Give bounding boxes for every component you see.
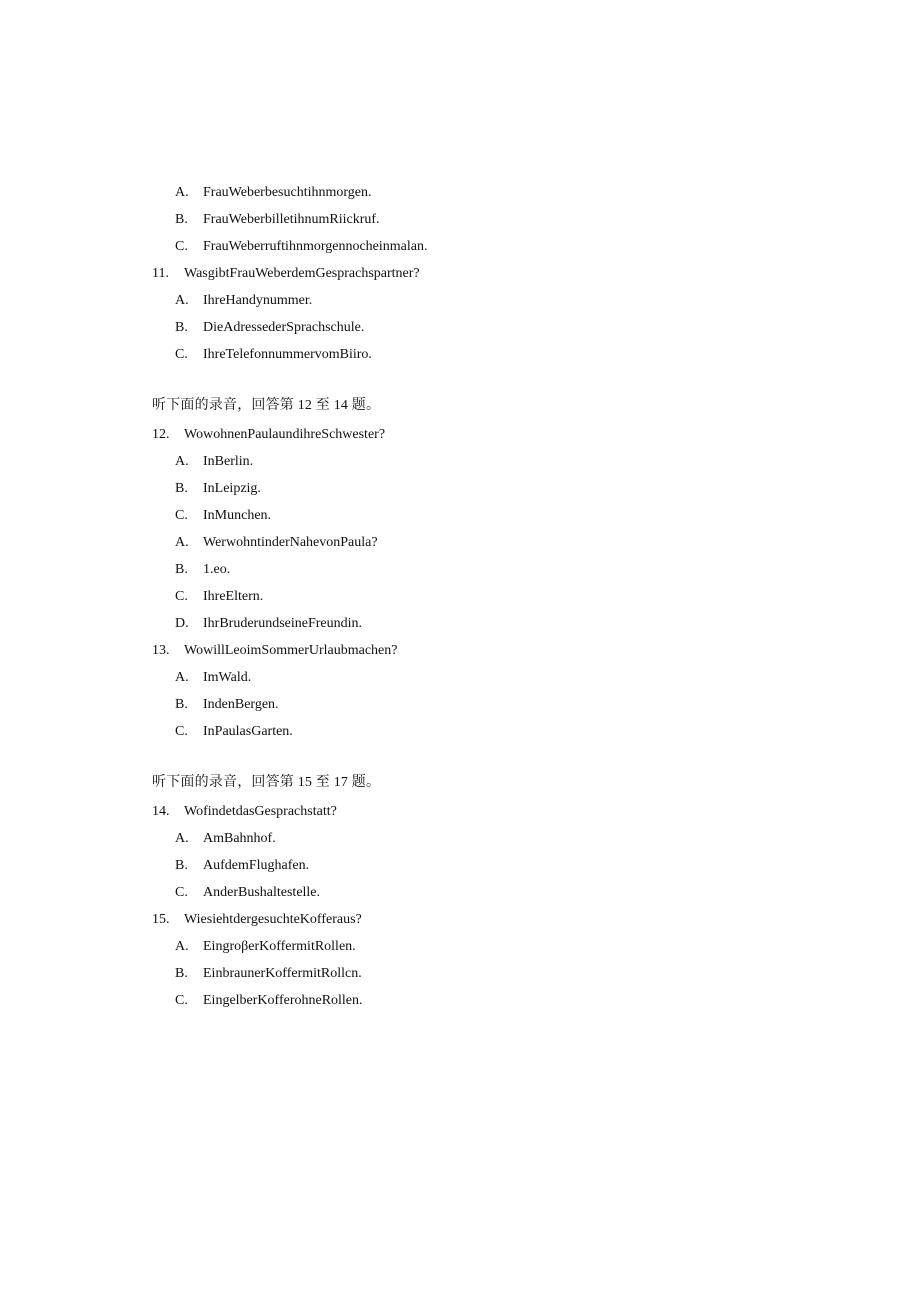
answer-option (175, 723, 293, 741)
answer-option (175, 346, 372, 364)
section-instruction: 听下面的录音，回答第 12 至 14 题。 (152, 398, 381, 413)
answer-option (175, 965, 362, 983)
answer-option (175, 857, 309, 875)
option-text: FrauWeberruftihnmorgennocheinmalan. (203, 239, 428, 254)
option-letter: A. (175, 670, 189, 685)
option-text: IhrBruderundseineFreundin. (203, 616, 363, 631)
option-letter: B. (175, 481, 188, 496)
answer-option (175, 238, 428, 256)
option-letter: B. (175, 212, 188, 227)
answer-option (175, 884, 320, 902)
answer-option (175, 319, 364, 337)
option-text: FrauWeberbesuchtihnmorgen. (203, 185, 372, 200)
option-text: IndenBergen. (203, 697, 279, 712)
option-text: WerwohntinderNahevonPaula? (203, 535, 378, 550)
question (152, 911, 362, 929)
answer-option (175, 830, 276, 848)
question-text: WofindetdasGesprachstatt? (184, 804, 337, 819)
answer-option (175, 480, 261, 498)
option-letter: A. (175, 535, 189, 550)
option-text: InBerlin. (203, 454, 254, 469)
option-text: IhreTelefonnummervomBiiro. (203, 347, 372, 362)
option-text: 1.eo. (203, 562, 231, 577)
option-letter: C. (175, 508, 188, 523)
option-letter: B. (175, 858, 188, 873)
option-text: AmBahnhof. (203, 831, 276, 846)
question (152, 803, 337, 821)
option-letter: C. (175, 724, 188, 739)
option-text: EingelberKofferohneRollen. (203, 993, 363, 1008)
option-letter: C. (175, 347, 188, 362)
option-text: DieAdressederSprachschule. (203, 320, 365, 335)
answer-option (175, 453, 253, 471)
option-text: InMunchen. (203, 508, 272, 523)
question (152, 642, 397, 660)
answer-option (175, 507, 271, 525)
option-letter: B. (175, 320, 188, 335)
answer-option (175, 588, 263, 606)
option-text: EinbraunerKoffermitRollcn. (203, 966, 362, 981)
option-text: InPaulasGarten. (203, 724, 293, 739)
option-letter: B. (175, 697, 188, 712)
option-letter: A. (175, 939, 189, 954)
option-text: EingroβerKoffermitRollen. (203, 939, 356, 954)
answer-option (175, 615, 362, 633)
section-instruction: 听下面的录音，回答第 15 至 17 题。 (152, 775, 381, 790)
question-text: WasgibtFrauWeberdemGesprachspartner? (184, 266, 420, 281)
option-text: AnderBushaltestelle. (203, 885, 321, 900)
question-text: WowohnenPaulaundihreSchwester? (184, 427, 386, 442)
answer-option (175, 211, 380, 229)
question-text: WiesiehtdergesuchteKofferaus? (184, 912, 362, 927)
option-letter: D. (175, 616, 189, 631)
option-letter: C. (175, 993, 188, 1008)
answer-option (175, 696, 279, 714)
option-text: AufdemFlughafen. (203, 858, 310, 873)
question-number: 15. (152, 912, 170, 927)
option-letter: B. (175, 562, 188, 577)
answer-option (175, 184, 372, 202)
option-letter: C. (175, 589, 188, 604)
question-number: 12. (152, 427, 170, 442)
question-number: 14. (152, 804, 170, 819)
answer-option (175, 561, 230, 579)
option-letter: A. (175, 831, 189, 846)
option-letter: C. (175, 885, 188, 900)
answer-option (175, 669, 251, 687)
question (152, 265, 420, 283)
option-text: InLeipzig. (203, 481, 261, 496)
answer-option (175, 992, 363, 1010)
option-letter: A. (175, 185, 189, 200)
option-letter: C. (175, 239, 188, 254)
option-text: IhreEltern. (203, 589, 264, 604)
option-text: FrauWeberbilletihnumRiickruf. (203, 212, 380, 227)
option-letter: B. (175, 966, 188, 981)
answer-option (175, 534, 378, 552)
option-text: IhreHandynummer. (203, 293, 313, 308)
answer-option (175, 938, 356, 956)
option-letter: A. (175, 454, 189, 469)
question-text: WowillLeoimSommerUrlaubmachen? (184, 643, 398, 658)
option-letter: A. (175, 293, 189, 308)
answer-option (175, 292, 312, 310)
option-text: ImWald. (203, 670, 252, 685)
question (152, 426, 385, 444)
question-number: 13. (152, 643, 170, 658)
question-number: 11. (152, 266, 169, 281)
